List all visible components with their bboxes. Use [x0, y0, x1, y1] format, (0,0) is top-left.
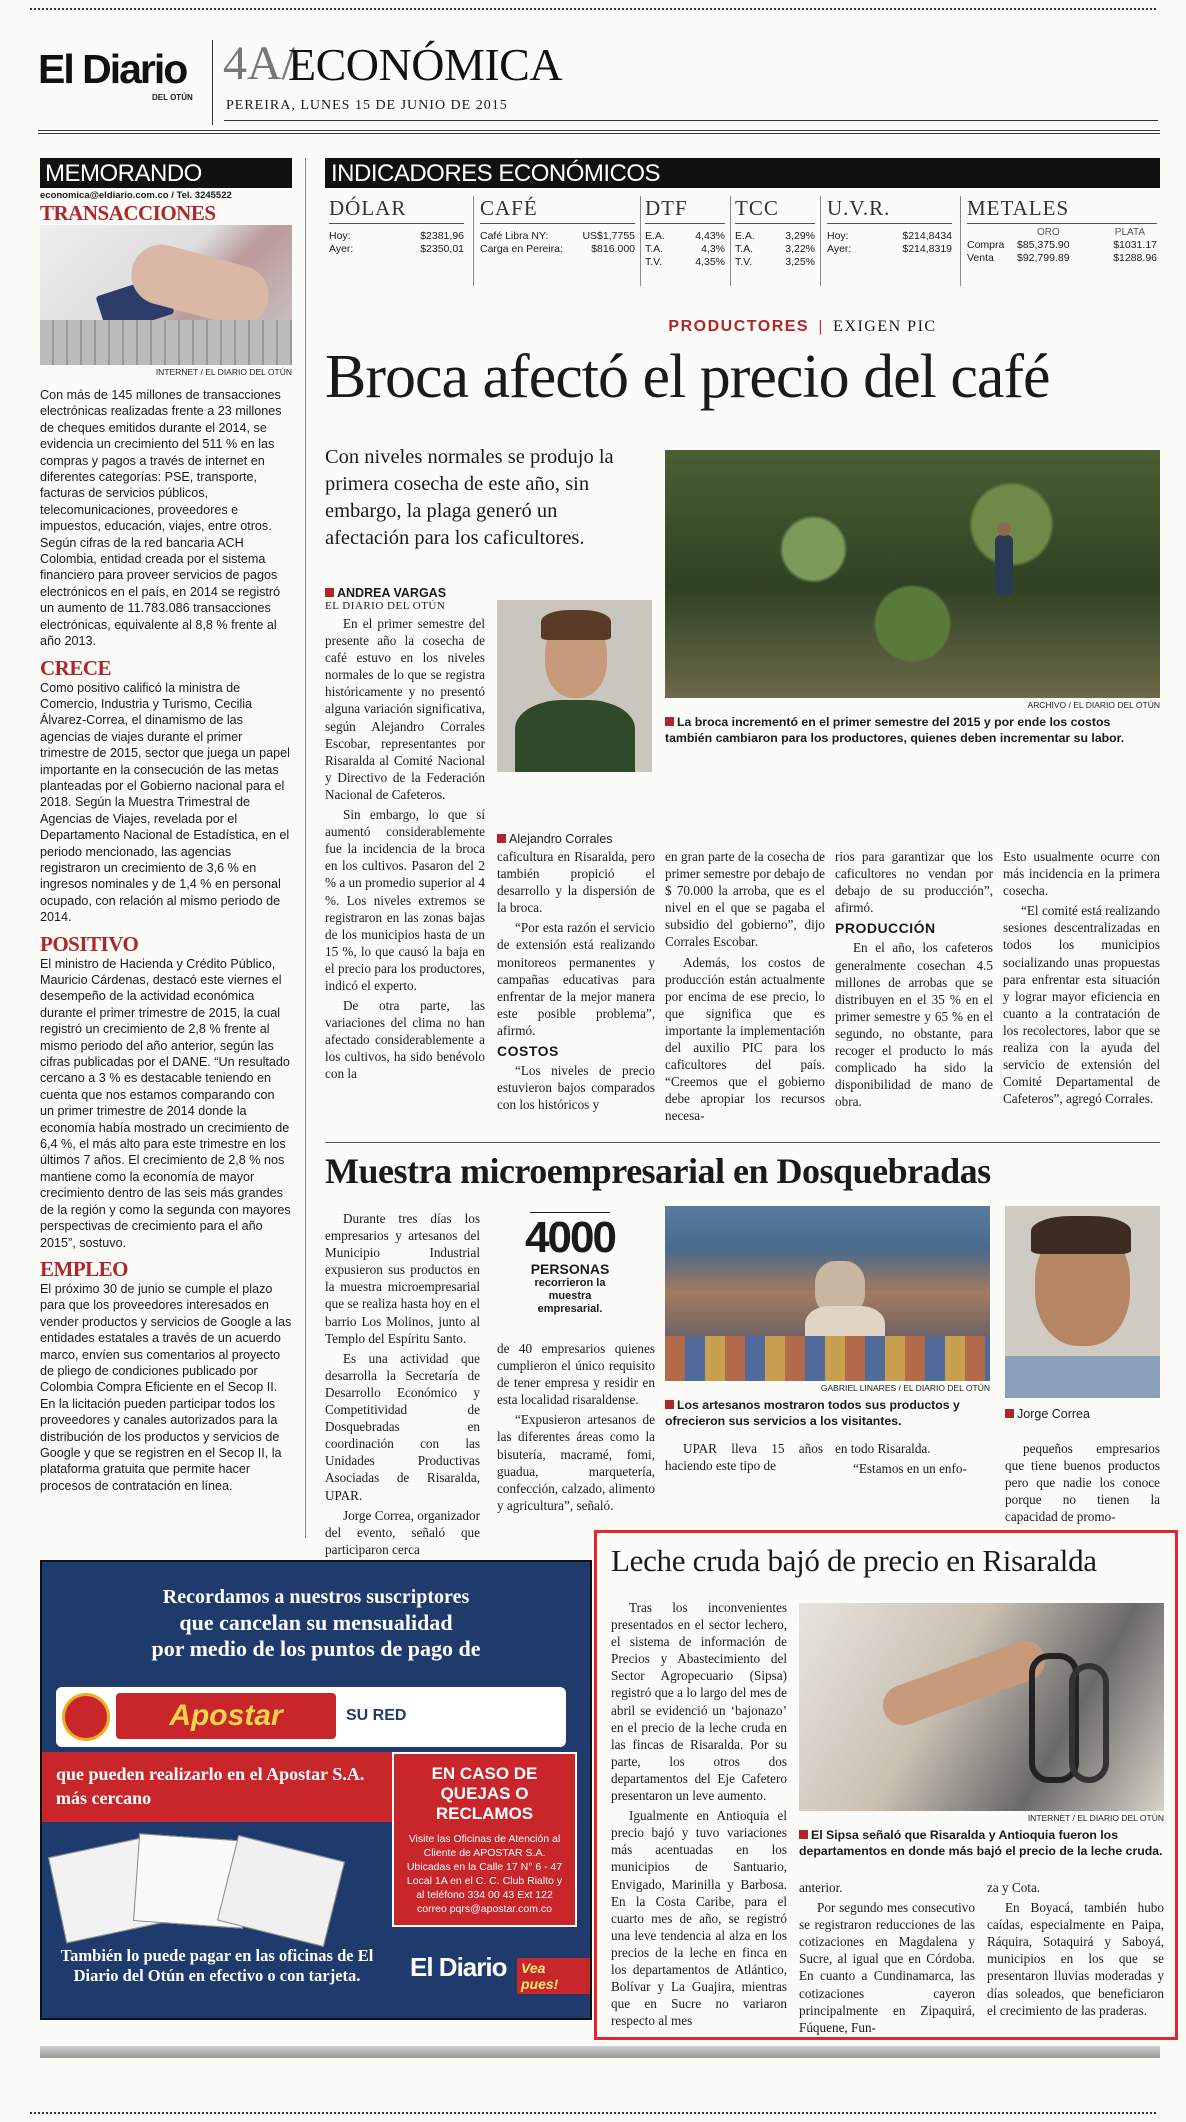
masthead-rule [38, 130, 1160, 134]
ad-newspapers [56, 1827, 381, 1937]
section-rule [325, 1142, 1160, 1143]
masthead-divider [212, 40, 213, 125]
plata-compra: $1031.17 [1113, 239, 1157, 251]
memorando-title: MEMORANDO [40, 158, 292, 188]
dtf-ta-label: T.A. [645, 243, 664, 255]
transacciones-text: Con más de 145 millones de transacciones electrónicas realizadas frente a 23 millones de cheques emitidos durante el 2014, se evidencia un crecimiento del 511 % en las compras y pagos a través de internet en diferentes categorías: PSE, transporte, facturas de servicios públicos, telecomunicaciones, proveedores e impuestos, educación, viajes, entre otros. Según cifras de la red bancaria ACH Colombia, entidad creada por el sistema financiero para proveer servicios de pagos electrónicos en el país, en 2014 se registró un aumento de 11.783.086 transacciones electrónicas, equivalente al 8,8 % frente al año 2013. [40, 388, 282, 649]
tcc-ea-value: 3,29% [785, 230, 815, 242]
logo: El Diario [38, 46, 187, 92]
apostar-logo-icon [62, 1693, 110, 1741]
apostar-ad [40, 1560, 592, 2020]
ad-headline [42, 1562, 590, 1662]
dolar-yesterday-label: Ayer: [329, 243, 354, 255]
dateline-rule [224, 120, 1158, 121]
uvr-heading: U.V.R. [827, 196, 952, 224]
leche-col-1: Tras los inconvenientes presentados en el sector lechero, el sistema de información de Precios y Abastecimiento del Sector Agropecuario (Sipsa) registró que a lo largo del mes de abril se evidenció un ‘bajonazo’ en el precio de la leche cruda en las fincas de Risaralda. Por su parte, los otros dos departamentos del Eje Cafetero presentaron un leve aumento. Igualmente en Antioquia el precio bajó y tuvo variaciones más acentuadas en los municipios de Santuario, Envigado, Marinilla y Barbosa. En la Costa Caribe, para el cuarto mes de año, se registró una leve tendencia al alza en los precios de la leche en finca en los departamentos de Atlántico, Bolívar y La Guajira, mientras que en Sucre no variaron respecto al mes [611, 1600, 787, 2029]
leche-col-3: za y Cota. En Boyacá, también hubo caídas, especialmente en Paipa, Ráquira, Sotaquirá y Saboyá, municipios en los que se presentaron lluvias moderadas y días soleados, que beneficiaron el crecimiento de las praderas. [987, 1880, 1164, 2018]
indicator-metales [967, 196, 1157, 265]
milking-photo-credit: INTERNET / EL DIARIO DEL OTÚN [1027, 1813, 1164, 1823]
stat-number: 4000 [525, 1213, 615, 1262]
crece-text: Como positivo calificó la ministra de Comercio, Industria y Turismo, Cecilia Álvarez-Correa, el dinamismo de las agencias de viajes durante el primer trimestre de 2015, sector que juega un papel importante en la consecución de las metas planteadas por el Gobierno nacional para el 2018. Según la Muestra Trimestral de Agencias de Viajes, revelada por el Departamento Nacional de Estadística, en el periodo mencionado, las agencias registraron un crecimiento de 3,6 % en ingresos nominales y de 1,4 % en personal ocupado, con relación al mismo periodo de 2014. [40, 680, 290, 925]
muestra-col-5: pequeños empresarios que tiene buenos productos pero que nadie los conoce porque no tienen la capacidad de promo- [1005, 1441, 1160, 1525]
uvr-yesterday-value: $214,8319 [902, 243, 952, 255]
dolar-heading: DÓLAR [329, 196, 464, 224]
indicator-dtf [645, 196, 725, 269]
ad-diario-logo: El Diario [410, 1952, 507, 1982]
ad-line-4: que pueden realizarlo en el Apostar S.A. más cercano [42, 1752, 392, 1822]
author: ANDREA VARGAS [337, 586, 447, 600]
footer-band [40, 2046, 1160, 2058]
tcc-heading: TCC [735, 196, 815, 224]
indicators-title: INDICADORES ECONÓMICOS [325, 158, 1160, 188]
metales-heading: METALES [967, 196, 1157, 224]
coffee-photo-caption: La broca incrementó en el primer semestre del 2015 y por ende los costos también cambiaron para los productores, quienes deben incrementar su labor. [665, 715, 1125, 745]
muestra-story [325, 1150, 1160, 1557]
broca-col-1: En el primer semestre del presente año la cosecha de café estuvo en los niveles normales de lo que se registra históricamente y no presentó alguna variación significativa, según Alejandro Corrales Escobar, representantes por Risaralda al Comité Nacional y Directivo de la Federación Nacional de Cafeteros. Sin embargo, lo que sí aumentó considerablemente fue la incidencia de la broca en los cultivos. Pasaron del 2 % a un promedio superior al 4 %. Los niveles extremos se registraron en las zonas bajas de los municipios hasta de un 15 %, lo que causó la baja en el precio para los productores, indicó el experto. De otra parte, las variaciones del clima no han afectado considerablemente a los cultivos, ha sido benévolo con la [325, 616, 485, 1082]
byline [325, 586, 495, 612]
muestra-headline: Muestra microempresarial en Dosquebradas [325, 1151, 991, 1191]
broca-col-3: en gran parte de la cosecha de primer semestre por debajo de $ 70.000 la arroba, que es el nivel en el que se pagaba el subsidio del gobierno”, dijo Corrales Escobar. Además, los costos de producción están actualmente por encima de ese precio, lo que significa que es importante la implementación del auxilio PIC para los caficultores del país. “Creemos que el gobierno debe apropiar los recursos necesa- [665, 849, 825, 1124]
column-rule [305, 158, 306, 1538]
tcc-ta-value: 3,22% [785, 243, 815, 255]
ad-line-1: Recordamos a nuestros suscriptores [162, 1586, 470, 1608]
portrait-corrales [497, 600, 652, 772]
metales-venta-label: Venta [967, 252, 994, 264]
costos-subhead: COSTOS [497, 1043, 559, 1060]
dtf-tv-label: T.V. [645, 256, 663, 268]
dolar-yesterday-value: $2350,01 [420, 243, 464, 255]
artisan-photo-credit: GABRIEL LINARES / EL DIARIO DEL OTÚN [820, 1383, 990, 1393]
transacciones-heading: TRANSACCIONES [40, 201, 216, 225]
milking-photo [799, 1603, 1164, 1811]
dtf-ta-value: 4,3% [701, 243, 725, 255]
page-number: 4A/ [223, 37, 295, 90]
portrait-correa-caption: Jorge Correa [1005, 1407, 1090, 1421]
plata-label: PLATA [1114, 227, 1145, 238]
artisan-photo [665, 1206, 990, 1381]
portrait-correa [1005, 1206, 1160, 1398]
empleo-text: El próximo 30 de junio se cumple el plazo para que los proveedores interesados en vender productos y servicios de Google a las entidades estatales a través de un acuerdo marco, envíen sus comentarios al proyecto de pliego de condiciones publicado por Colombia Compra Eficiente en el Secop II. En la licitación pueden participar todos los proveedores y canales autorizados para la distribución de los productos y servicios de Google y que se registren en el Secop II, la plataforma gratuita que permite hacer procesos de contratación en línea. [40, 1281, 292, 1493]
muestra-col-4: en todo Risaralda. “Estamos en un enfo- [835, 1441, 967, 1477]
outlet: EL DIARIO DEL OTÚN [325, 600, 446, 612]
oro-label: ORO [1037, 227, 1060, 238]
transacciones-photo [40, 225, 292, 365]
stat-sub: recorrieron la muestra empresarial. [534, 1277, 606, 1315]
kicker-label: PRODUCTORES [668, 318, 810, 335]
muestra-col-3: UPAR lleva 15 años haciendo este tipo de [665, 1441, 823, 1474]
dtf-tv-value: 4,35% [695, 256, 725, 268]
ad-line-3: por medio de los puntos de pago de [151, 1636, 481, 1661]
stat-label: PERSONAS [530, 1261, 610, 1277]
produccion-subhead: PRODUCCIÓN [835, 920, 936, 937]
broca-col-5: Esto usualmente ocurre con más incidencia en la primera cosecha. “El comité está realizando sesiones descentralizadas en todos los municipios socializando unas propuestas para enfrentar esta situación y lograr mayor eficiencia en cuanto a la contratación de los recolectores, labor que se realiza con la ayuda del servicio de extensión del Comité Departamental de Cafeteros”, agregó Corrales. [1003, 849, 1160, 1107]
memorando-column [40, 158, 292, 1544]
empleo-heading: EMPLEO [40, 1256, 129, 1281]
cafe-carga-label: Carga en Pereira: [480, 243, 563, 255]
leche-story [594, 1530, 1178, 2040]
dateline: PEREIRA, LUNES 15 DE JUNIO DE 2015 [226, 98, 508, 113]
artisan-photo-caption: Los artesanos mostraron todos sus productos y ofrecieron sus servicios a los visitantes. [665, 1398, 960, 1428]
tcc-ea-label: E.A. [735, 230, 755, 242]
leche-col-2: anterior. Por segundo mes consecutivo se registraron reducciones de las cotizaciones en Magdalena y Sucre, al igual que en Córdoba. En cuanto a Cundinamarca, las cotizaciones cayeron principalmente en Zipaquirá, Fúquene, Fun- [799, 1880, 975, 2035]
coffee-photo [665, 450, 1160, 698]
ad-brand-bar [56, 1687, 566, 1747]
metales-compra-label: Compra [967, 239, 1005, 251]
muestra-col-2: de 40 empresarios quienes cumplieron el único requisito de tener empresa y residir en esta localidad risaraldense. “Expusieron artesanos de las diferentes áreas como la bisutería, macramé, fomi, guadua, marquetería, confección, calzado, alimento y agricultura”, señaló. [497, 1341, 655, 1513]
bottom-edge [30, 2112, 1156, 2114]
broca-col-4: rios para garantizar que los caficultores no vendan por debajo de su producción”, afirmó. PRODUCCIÓN En el año, los cafeteros generalmente cosechan 4.5 millones de arrobas que se distribuyen en el 35 % en el primer semestre y 65 % en el segundo, no obstante, para recoger el producto lo más complicado ha sido la disponibilidad de mano de obra. [835, 849, 993, 1110]
dolar-today-value: $2381,96 [420, 230, 464, 242]
indicators-panel [325, 158, 1160, 293]
memorando-contact: economica@eldiario.com.co / Tel. 3245522 [40, 190, 232, 201]
masthead [38, 37, 1158, 130]
uvr-today-label: Hoy: [827, 230, 849, 242]
tcc-tv-value: 3,25% [785, 256, 815, 268]
positivo-heading: POSITIVO [40, 931, 139, 956]
muestra-stat [495, 1212, 645, 1316]
portrait-corrales-caption: Alejandro Corrales [497, 832, 613, 846]
indicator-tcc [735, 196, 815, 269]
tcc-ta-label: T.A. [735, 243, 754, 255]
kicker-sub: EXIGEN PIC [833, 318, 937, 335]
top-edge [30, 8, 1156, 10]
ad-complaints-box [392, 1752, 577, 1927]
dtf-ea-label: E.A. [645, 230, 665, 242]
deck: Con niveles normales se produjo la primera cosecha de este año, sin embargo, la plaga generó un afectación para los caficultores. [325, 446, 614, 549]
indicator-uvr [827, 196, 952, 256]
ad-veapues-logo: Vea pues! [517, 1958, 590, 1994]
main-story [325, 318, 1160, 1138]
ind-rule [960, 196, 961, 286]
broca-col-2: caficultura en Risaralda, pero también propició el desarrollo y la dispersión de la broca. “Por esta razón el servicio de extensión está realizando monitoreos permanentes y campañas educativas para enfrentar de la mejor manera este posible problema”, afirmó. COSTOS “Los niveles de precio estuvieron bajos comparados con los históricos y [497, 849, 655, 1113]
headline: Broca afectó el precio del café [325, 343, 1050, 411]
apostar-brand: Apostar [116, 1693, 336, 1739]
section-title: ECONÓMICA [288, 39, 563, 90]
kicker: PRODUCTORES | EXIGEN PIC [668, 318, 937, 335]
dtf-ea-value: 4,43% [695, 230, 725, 242]
dolar-today-label: Hoy: [329, 230, 351, 242]
cafe-carga-value: $816.000 [591, 243, 635, 255]
cafe-ny-label: Café Libra NY: [480, 230, 549, 242]
uvr-yesterday-label: Ayer: [827, 243, 852, 255]
ind-rule [820, 196, 821, 286]
oro-compra: $85,375.90 [1017, 239, 1070, 251]
ad-line-2: que cancelan su mensualidad [179, 1610, 453, 1635]
sured-brand: SU RED [346, 1707, 407, 1724]
oro-venta: $92,799.89 [1017, 252, 1070, 264]
plata-venta: $1288.96 [1113, 252, 1157, 264]
ad-bottom-text: También lo puede pagar en las oficinas de El Diario del Otún en efectivo o con tarjeta. [60, 1946, 374, 1985]
cafe-ny-value: US$1,7755 [582, 230, 635, 242]
positivo-text: El ministro de Hacienda y Crédito Público, Mauricio Cárdenas, destacó este viernes el desempeño de la actividad económica durante el primer trimestre de 2015, la cual registró un crecimiento de 2,8 % frente al mismo periodo del año anterior, según las cifras publicadas por el DANE. “Un resultado cercano a 3 % es destacable teniendo en cuenta que nos estamos comparando con un primer trimestre de 2014 donde la economía había mostrado un crecimiento de 6,4 %, el más alto para este trimestre en los últimos 7 años. El crecimiento de 2,8 % nos mantiene como la economía de mayor crecimiento dentro de las seis más grandes de la región y como la segunda con mayores perspectivas de crecimiento para el año 2015”, sostuvo. [40, 956, 291, 1250]
uvr-today-value: $214,8434 [902, 230, 952, 242]
milking-photo-caption: El Sipsa señaló que Risaralda y Antioquia fueron los departamentos en donde más bajó el precio de la leche cruda. [799, 1828, 1163, 1858]
leche-headline: Leche cruda bajó de precio en Risaralda [611, 1543, 1097, 1578]
crece-heading: CRECE [40, 655, 112, 680]
tcc-tv-label: T.V. [735, 256, 753, 268]
logo-sub: DEL OTÚN [152, 93, 193, 102]
ind-rule [640, 196, 641, 286]
ad-box-head: EN CASO DE QUEJAS O RECLAMOS [431, 1764, 538, 1823]
transacciones-credit: INTERNET / EL DIARIO DEL OTÚN [155, 367, 292, 377]
indicator-cafe [480, 196, 635, 256]
cafe-heading: CAFÉ [480, 196, 635, 224]
muestra-col-1: Durante tres días los empresarios y artesanos del Municipio Industrial expusieron sus productos en la muestra microempresarial que se realiza hasta hoy en el barrio Los Molinos, junto al Templo del Espíritu Santo. Es una actividad que desarrolla la Secretaría de Desarrollo Económico y Competitividad de Dosquebradas en coordinación con las Unidades Productivas Asociadas de Risaralda, UPAR. Jorge Correa, organizador del evento, señaló que participaron cerca [325, 1211, 480, 1557]
coffee-photo-credit: ARCHIVO / EL DIARIO DEL OTÚN [1027, 700, 1160, 710]
ad-box-text: Visite las Oficinas de Atención al Cliente de APOSTAR S.A. Ubicadas en la Calle 17 N° 6 - 47 Local 1A en el C. C. Club Rialto y al teléfono 334 00 43 Ext 122 correo pqrs@apostar.com.co [406, 1833, 563, 1915]
ind-rule [473, 196, 474, 286]
ind-rule [730, 196, 731, 286]
indicator-dolar [329, 196, 464, 256]
dtf-heading: DTF [645, 196, 725, 224]
